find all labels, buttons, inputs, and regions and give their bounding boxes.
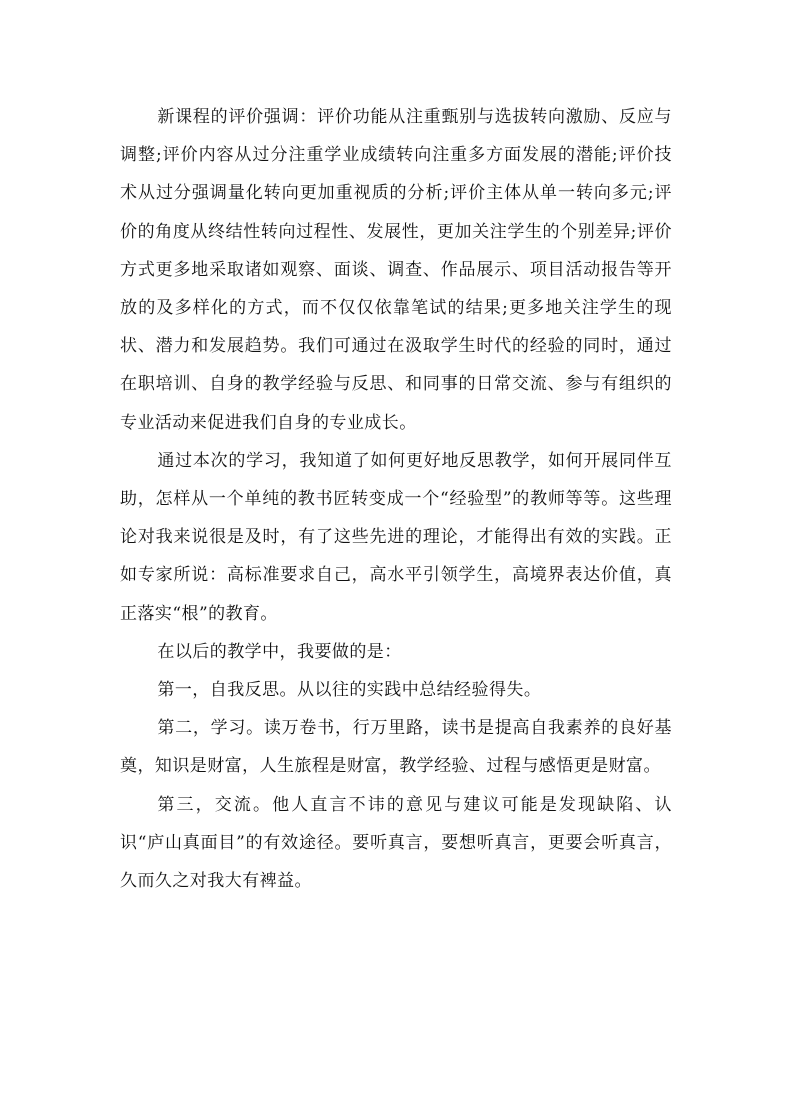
paragraph-point-three: 第三，交流。他人直言不讳的意见与建议可能是发现缺陷、认识“庐山真面目”的有效途径。要听真言，要想听真言，更要会听真言，久而久之对我大有裨益。 [120, 794, 672, 892]
paragraph-future-plan-intro: 在以后的教学中，我要做的是： [157, 641, 402, 662]
paragraph-study-reflection: 通过本次的学习，我知道了如何更好地反思教学，如何开展同伴互助，怎样从一个单纯的教书匠转变成一个“经验型”的教师等等。这些理论对我来说很是及时，有了这些先进的理论，才能得出有效的实践。正如专家所说：高标准要求自己，高水平引领学生，高境界表达价值，真正落实“根”的教育。 [120, 450, 672, 624]
paragraph-point-one: 第一，自我反思。从以往的实践中总结经验得失。 [157, 680, 542, 701]
paragraph-evaluation-reform: 新课程的评价强调：评价功能从注重甄别与选拔转向激励、反应与调整;评价内容从过分注重学业成绩转向注重多方面发展的潜能;评价技术从过分强调量化转向更加重视质的分析;评价主体从单一转向多元;评价的角度从终结性转向过程性、发展性，更加关注学生的个别差异;评价方式更多地采取诸如观察、面谈、调查、作品展示、项目活动报告等开放的及多样化的方式，而不仅仅依靠笔试的结果;更多地关注学生的现状、潜力和发展趋势。我们可通过在汲取学生时代的经验的同时，通过在职培训、自身的教学经验与反思、和同事的日常交流、参与有组织的专业活动来促进我们自身的专业成长。 [120, 107, 672, 433]
paragraph-point-two: 第二，学习。读万卷书，行万里路，读书是提高自我素养的良好基奠，知识是财富，人生旅程是财富，教学经验、过程与感悟更是财富。 [120, 718, 672, 777]
document-body [120, 98, 672, 900]
